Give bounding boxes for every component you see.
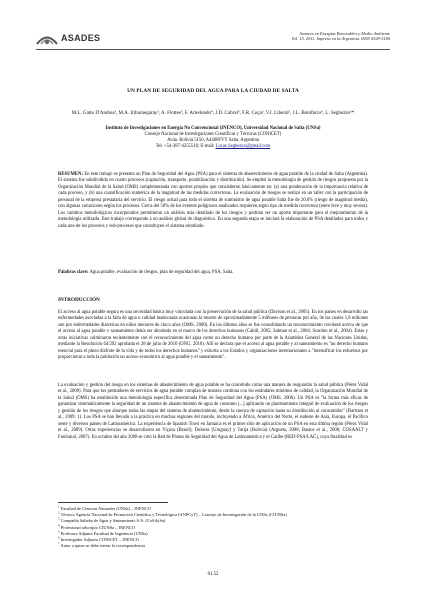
footnote-divider — [58, 502, 168, 503]
author-list: M.L. Gatto D'Andrea¹, M.A. Iribarnegaray², A. Flottes³, F. Arredondo⁴, J.D. Cabral⁵, F.R. Coça², V.I. Liberal², J.L. Bonifacio⁶, L. Seghezzo⁶* — [71, 111, 355, 116]
journal-volume: Vol. 15, 2011. Impreso en la Argentina. ISSN 0329-5184 — [291, 36, 390, 42]
footnote-number: 6 — [58, 535, 60, 540]
affiliation-line: Avda. Bolivia 5150, A4408FVY Salta, Argentina — [167, 138, 259, 143]
intro-paragraph-2: La evaluación y gestión del riesgo en los sistemas de abastecimiento de agua potable se ha concebido como una manera de resguardar la salud pública (Pérez Vidal et al., 2009). Para que los prestadores de servicios de agua potable cumplan de manera continua con los estándares mínimos de calidad, la Organización Mundial de la Salud (OMS) ha establecido una metodología específica denominada Plan de Seguridad del Agua (PSA) (OMS, 2006). Un PSA es "la forma más eficaz de garantizar sistemáticamente la seguridad de un sistema de abastecimiento de agua de consumo [...] aplicando un planteamiento integral de evaluación de los riesgos y gestión de los riesgos que abarque todas las etapas del sistema de abastecimiento, desde la cuenca de captación hasta su distribución al consumidor" (Bartram et al., 2009: 1). Los PSA se han llevado a la práctica en muchas regiones del mundo, incluyendo a África, América del Norte, el sudeste de Asia, Europa, el Pacífico oeste y diversos países de Latinoamérica. La experiencia de Spanish Town en Jamaica es el primer sitio de aplicación de un PSA en esta última región (Pérez Vidal et al., 2009). Otras experiencias se desarrollaron en Viçosa (Brasil), Dolores (Uruguay) y Tarija (Bolivia) (Argueta, 2008; Bastos et al., 2008; COSAALT y FunSalud, 2007). En octubre del año 2008 se creó la Red de Planes de Seguridad del Agua de Latinoamérica y el Caribe (RED-PSA/LAC), cuya finalidad es — [58, 383, 368, 440]
footnote-number: 2 — [58, 510, 60, 515]
header-divider — [36, 49, 390, 50]
intro-paragraph-1: El acceso al agua potable segura es una necesidad básica muy vinculada con la preservación de la salud pública (Davison et al., 2005). En los países en desarrollo las enfermedades asociadas a la falta de agua o calidad inadecuada ocasionan la muerte de aproximadamente 5 millones de personas por año, de las cuales 1,8 millones son por enfermedades diarreicas en niños menores de cinco años (OMS, 2006). En los últimos años se fue consolidando un reconocimiento creciente acerca de que el acceso al agua potable y saneamiento debía ser abordado en el marco de los derechos humanos (Cahill, 2005; Salman et al., 2004; Scanlon et al., 2004). Estas y otras iniciativas culminaron recientemente con el reconocimiento del agua como un derecho humano por parte de la Asamblea General de las Naciones Unidas, mediante la Resolución 64/292 aprobada el 28 de julio de 2010 (ONU, 2010). Allí se declara que el acceso al agua potable y al saneamiento es "un derecho humano esencial para el pleno disfrute de la vida y de todos los derechos humanos" y exhorta a los Estados y organizaciones internacionales a "intensificar los esfuerzos por proporcionar a toda la población un acceso económico al agua potable y el saneamiento". — [58, 310, 368, 361]
abstract-label: RESUMEN: — [58, 172, 84, 177]
footnote-number: * — [58, 541, 60, 546]
footnote-text: Técnico Agencia Nacional de Promoción Científica y Tecnológica (ANPCyT) – Consejo de Investigación de la UNSa (CIUNSa) — [60, 512, 287, 518]
footnote — [58, 543, 368, 549]
footnote-text: Profesora Adjunta Facultad de Ingeniería (UNSa) — [60, 530, 148, 536]
footnote-text: Profesional adscripto CIUNSa – INENCO — [60, 524, 136, 530]
contact-line — [40, 144, 386, 150]
asades-logo — [36, 30, 100, 46]
footnote-number: 1 — [58, 504, 60, 509]
abstract-text: En este trabajo se presenta un Plan de Seguridad del Agua (PSA) para el sistema de abastecimiento de agua potable de la ciudad de Salta (Argentina). El sistema fue subdividido en cuatro procesos (captación, transporte, potabilización y distribución). Se empleó la metodología de gestión de riesgos propuesta por la Organización Mundial de la Salud (OMS) complementada con aportes propios que consistieron básicamente en: (a) una ponderación de la importancia relativa de cada proceso, y (b) una cuantificación numérica de la magnitud de las medidas correctoras. La evaluación de riesgos se realizó en un taller con la participación de personal de la empresa prestataria del servicio. El riesgo actual para todo el sistema de suministro de agua potable Salta fue de 20.6% (riesgo de magnitud media), con algunas variaciones según los procesos. Cerca del 50% de los eventos peligrosos analizados requieren algún tipo de medida correctora (entre leve y muy severa). Los cambios metodológicos incorporados permitieron un análisis más detallado de los riesgos y podrían ser un aporte importante para el mejoramiento de la metodología utilizada. Este trabajo corresponde a un análisis global de diagnóstico. En una segunda etapa se iniciará la elaboración de PSA detallados para todos y cada uno de los procesos y sub-procesos que constituyen el sistema estudiado. — [58, 172, 368, 229]
keywords-text: Agua potable, evaluación de riesgos, plan de seguridad del agua, PSA, Salta. — [88, 270, 234, 275]
sun-logo-icon — [36, 30, 58, 46]
page-number: 01.52 — [207, 572, 219, 577]
journal-name: Avances en Energías Renovables y Medio Ambiente — [299, 31, 390, 36]
affiliation-block — [40, 126, 386, 150]
contact-email-link[interactable]: Lucas.Seghezzo@gmail.com — [215, 144, 271, 149]
footnote-number: 5 — [58, 529, 60, 534]
journal-header — [180, 31, 390, 42]
keywords-label: Palabras clave: — [58, 270, 89, 275]
footnote-text: Investigador Adjunto CONICET – INENCO — [60, 537, 139, 543]
footnote-text: Compañía Salteña de Agua y Saneamiento S.A. (CoSAySa) — [60, 518, 166, 524]
abstract — [58, 172, 368, 230]
footnote-text: Facultad de Ciencias Naturales (UNSa) – INENCO — [60, 506, 151, 511]
contact-phone: Tel. +54-387-4255516; E-mail: — [155, 144, 216, 149]
affiliation-line: Consejo Nacional de Investigaciones Científicas y Técnicas (CONICET) — [144, 132, 282, 137]
section-heading: INTRODUCCIÓN — [58, 297, 100, 303]
affiliation-line: Instituto de Investigaciones en Energía No Convencional (INENCO), Universidad Nacional de Salta (UNSa) — [105, 126, 321, 131]
footnote-number: 3 — [58, 516, 60, 521]
keywords — [58, 270, 368, 276]
footnote-number: 4 — [58, 523, 60, 528]
logo-text: ASADES — [61, 33, 101, 43]
footnote-text: Autor a quien se debe enviar la correspondencia — [60, 543, 145, 549]
footnotes — [58, 506, 368, 549]
paper-title: UN PLAN DE SEGURIDAD DEL AGUA PARA LA CIUDAD DE SALTA — [127, 88, 299, 94]
